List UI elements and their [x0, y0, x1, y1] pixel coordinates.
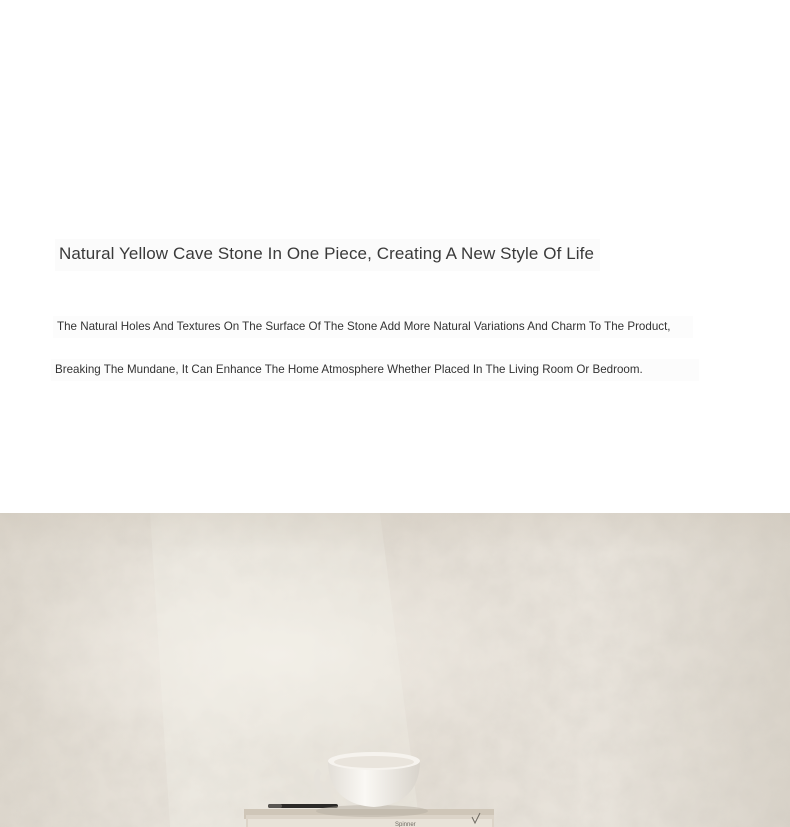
top-shadow: [0, 513, 790, 553]
stone-wall-scene: [0, 513, 790, 827]
product-lifestyle-photo: [0, 513, 790, 827]
description-line-2: Breaking The Mundane, It Can Enhance The Home Atmosphere Whether Placed In The Living Room Or Bedroom.: [51, 359, 699, 381]
svg-text:Spinner: Spinner: [395, 822, 416, 827]
product-headline: Natural Yellow Cave Stone In One Piece, Creating A New Style Of Life: [55, 239, 600, 271]
description-line-1: The Natural Holes And Textures On The Surface Of The Stone Add More Natural Variations And Charm To The Product,: [53, 316, 693, 338]
